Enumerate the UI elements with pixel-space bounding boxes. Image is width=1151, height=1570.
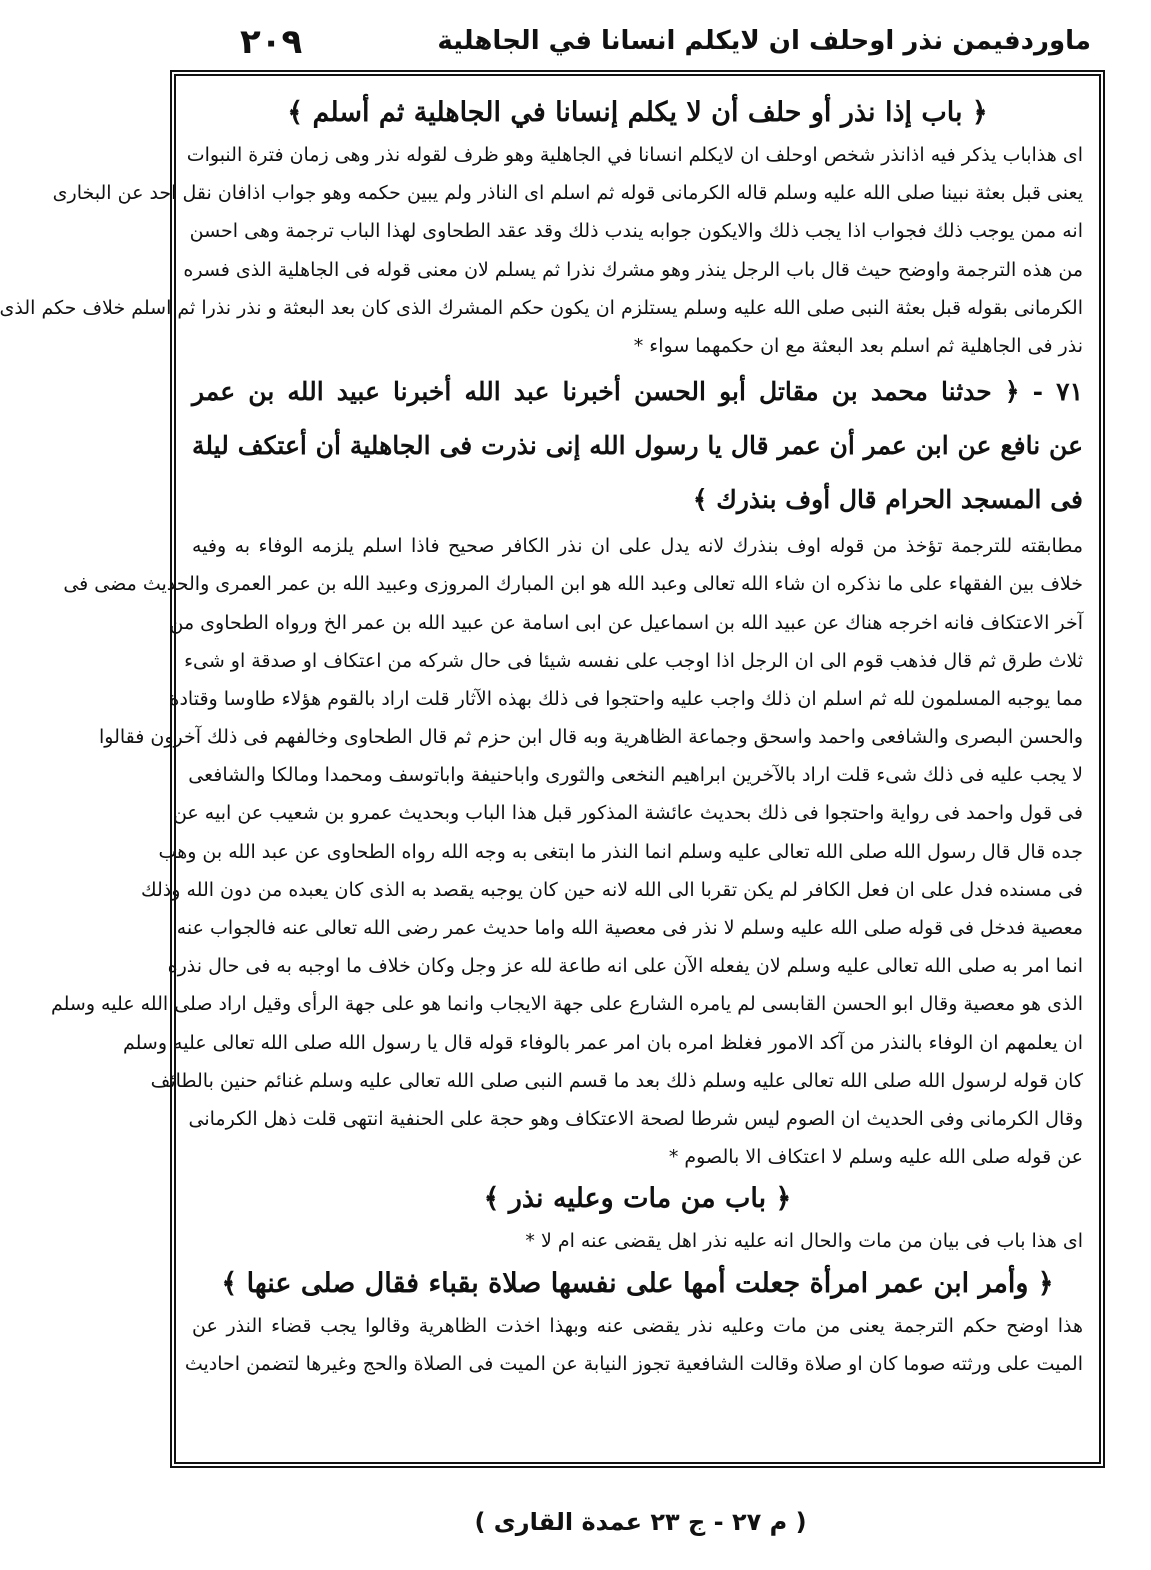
text-line: انه ممن يوجب ذلك فجواب اذا يجب ذلك والايكون جوابه يندب ذلك وقد عقد الطحاوى لهذا الباب ترجمة وهى احسن [189, 220, 1083, 243]
text-line: اى هذاباب يذكر فيه اذانذر شخص اوحلف ان لايكلم انسانا في الجاهلية وهو ظرف لقوله نذر وهى زمان فترة النبوات [186, 144, 1083, 166]
text-line: الميت على ورثته صوما كان او صلاة وقالت الشافعية تجوز النيابة عن الميت فى الصلاة والحج وغيرها لتضمن احاديث [184, 1352, 1083, 1375]
hadith-line: ٧١ - ﴿ حدثنا محمد بن مقاتل أبو الحسن أخبرنا عبد الله أخبرنا عبيد الله بن عمر [192, 377, 1083, 407]
text-line: وقال الكرمانى وفى الحديث ان الصوم ليس شرطا لصحة الاعتكاف وهو حجة على الحنفية انتهى قلت ذهل الكرمانى [188, 1107, 1083, 1130]
athar-line: ﴿ وأمر ابن عمر امرأة جعلت أمها على نفسها صلاة بقباء فقال صلى عنها ﴾ [221, 1267, 1054, 1299]
section-heading: ﴿ باب من مات وعليه نذر ﴾ [483, 1183, 792, 1215]
hadith-line: عن نافع عن ابن عمر أن عمر قال يا رسول الله إنى نذرت فى الجاهلية أن أعتكف ليلة [192, 431, 1083, 461]
text-line: معصية فدخل فى قوله صلى الله عليه وسلم لا نذر فى معصية الله واما حديث عمر رضى الله تعالى عنه فالجواب عنه [176, 917, 1083, 939]
text-line: جده قال قال رسول الله صلى الله تعالى عليه وسلم انما النذر ما ابتغى به وجه الله رواه الطحاوى عن عبد الله بن وهب [158, 840, 1083, 863]
text-line: خلاف بين الفقهاء على ما نذكره ان شاء الله تعالى وعبد الله هو ابن المبارك المروزى وعبيد الله بن عمر العمرى والحديث مضى فى [63, 573, 1083, 596]
text-line: انما امر به صلى الله تعالى عليه وسلم لان يفعله الآن على انه طاعة لله عز وجل وكان خلاف ما اوجبه به فى حال نذره [167, 955, 1083, 978]
text-line: كان قوله لرسول الله صلى الله تعالى عليه وسلم ذلك بعد ما قسم النبى صلى الله تعالى عليه وسلم غنائم حنين بالطائف [150, 1069, 1083, 1092]
text-frame [0, 70, 1105, 1468]
text-line: الذى هو معصية وقال ابو الحسن القابسى لم يامره الشارع على جهة الايجاب وانما هو على جهة الرأى وقيل اراد صلى الله عليه وسلم [50, 993, 1083, 1016]
text-line: ان يعلمهم ان الوفاء بالنذر من آكد الامور فغلظ امره بان امر عمر بالوفاء قوله قال يا رسول الله صلى الله تعالى عليه وسلم [122, 1031, 1083, 1054]
text-line: لا يجب عليه فى ذلك شىء قلت اراد بالآخرين ابراهيم النخعى والثورى واباحنيفة واباتوسف ومحمدا ومالكا والشافعى [188, 764, 1083, 787]
text-line: آخر الاعتكاف فانه اخرجه هناك عن عبيد الله بن اسماعيل عن ابى اسامة عن عبيد الله بن عمر الخ ورواه الطحاوى من [169, 611, 1083, 634]
text-line: عن قوله صلى الله عليه وسلم لا اعتكاف الا بالصوم * [668, 1146, 1083, 1169]
text-line: هذا اوضح حكم الترجمة يعنى من مات وعليه نذر يقضى عنه وبهذا اخذت الظاهرية وقالوا يجب قضاء النذر عن [192, 1314, 1083, 1337]
text-line: مطابقته للترجمة تؤخذ من قوله اوف بنذرك لانه يدل على ان نذر الكافر صحيح فاذا اسلم يلزمه الوفاء به وفيه [192, 535, 1083, 558]
text-line: والحسن البصرى والشافعى واحمد واسحق وجماعة الظاهرية وبه قال ابن حزم ثم قال الطحاوى وخالفهم فى ذلك آخرون فقالوا [98, 726, 1083, 749]
running-head [190, 22, 1091, 68]
text-line: نذر فى الجاهلية ثم اسلم بعد البعثة مع ان حكمهما سواء * [633, 334, 1083, 357]
text-line: فى قول واحمد فى رواية واحتجوا فى ذلك بحديث عائشة المذكور قبل هذا الباب وبحديث عمرو بن شعيب عن ابيه عن [172, 802, 1083, 825]
running-title: ماوردفيمن نذر اوحلف ان لايكلم انسانا في الجاهلية [437, 26, 1091, 56]
text-line: ثلاث طرق ثم قال فذهب قوم الى ان الرجل اذا اوجب على نفسه شيئا فى حال شركه من اعتكاف او صدقة او شىء [184, 649, 1083, 672]
text-line: الكرمانى بقوله قبل بعثة النبى صلى الله عليه وسلم يستلزم ان يكون حكم المشرك الذى كان بعد البعثة و نذر نذرا ثم اسلم خلاف حكم الذى [0, 296, 1083, 319]
text-line: من هذه الترجمة واوضح حيث قال باب الرجل ينذر وهو مشرك نذرا ثم يسلم لان معنى قوله فى الجاهلية الذى فسره [183, 258, 1083, 281]
hadith-line: فى المسجد الحرام قال أوف بنذرك ﴾ [692, 485, 1083, 515]
text-line: فى مسنده فدل على ان فعل الكافر لم يكن تقربا الى الله لانه حين كان يوجبه يقصد به الذى كان يعبده من دون الله وذلك [140, 878, 1083, 901]
section-heading: ﴿ باب إذا نذر أو حلف أن لا يكلم إنسانا في الجاهلية ثم أسلم ﴾ [287, 97, 988, 128]
text-line: اى هذا باب فى بيان من مات والحال انه عليه نذر اهل يقضى عنه ام لا * [525, 1230, 1083, 1253]
text-line: يعنى قبل بعثة نبينا صلى الله عليه وسلم قاله الكرمانى قوله ثم اسلم اى الناذر ولم يبين حكمه وهو جواب اذافان نقل احد عن البخارى [52, 182, 1083, 205]
text-line: مما يوجبه المسلمون لله ثم اسلم ان ذلك واجب عليه واحتجوا فى ذلك بهذه الآثار قلت اراد بالقوم هؤلاء طاوسا وقتادة [169, 687, 1083, 710]
footer-signature: ( م ٢٧ - ج ٢٣ عمدة القارى ) [474, 1508, 807, 1536]
page-number: ٢٠٩ [240, 22, 303, 62]
